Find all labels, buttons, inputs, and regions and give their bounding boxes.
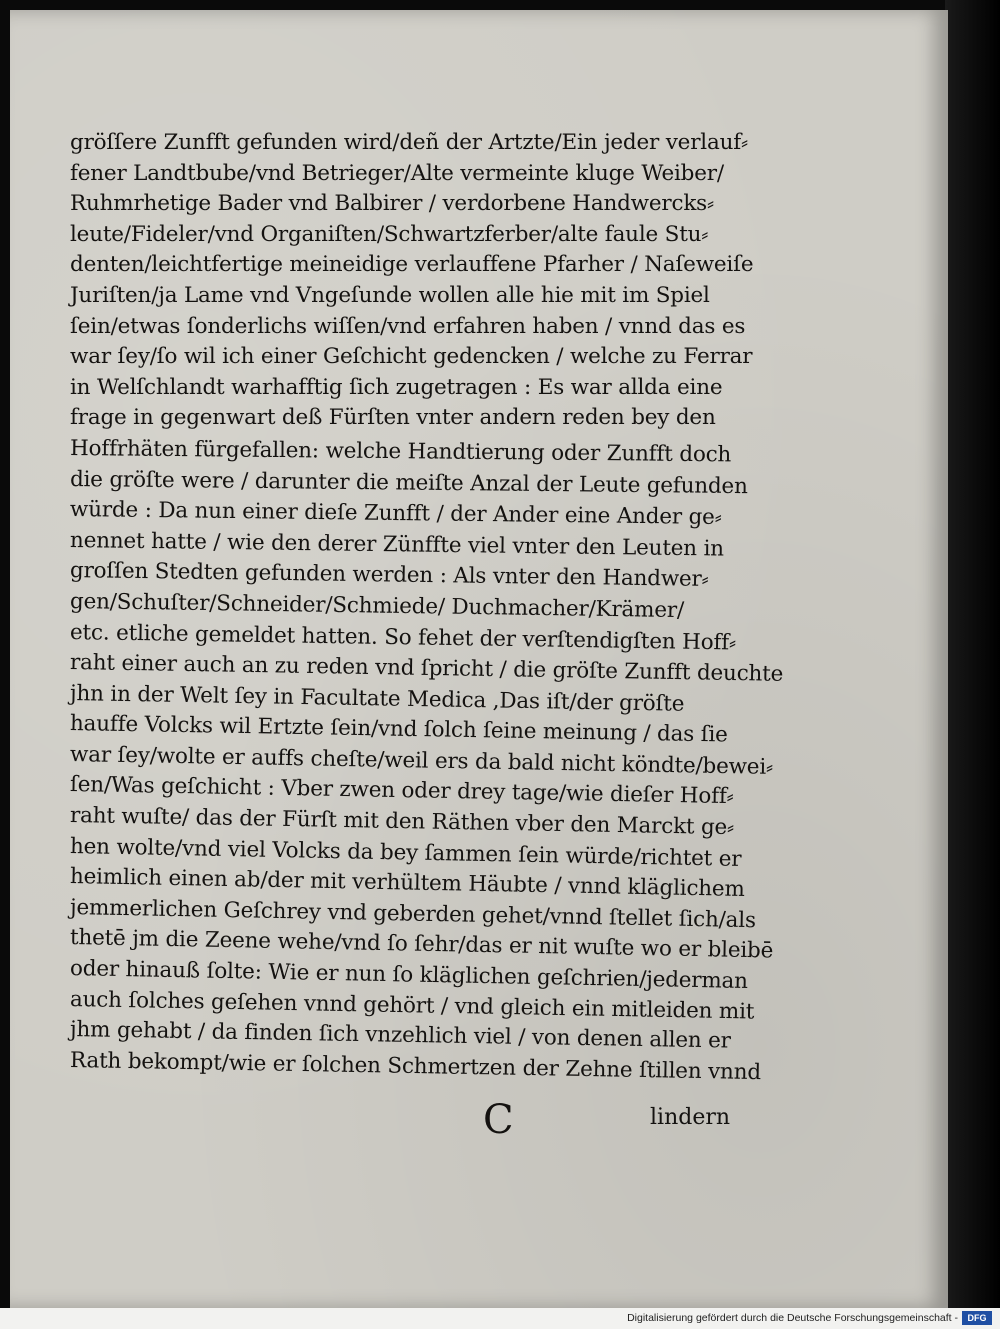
text-line: ſein/etwas ſonderlichs wiſſen/vnd erfahren haben / vnnd das es <box>70 313 746 339</box>
book-page <box>10 10 948 1308</box>
text-line: nennet hatte / wie den derer Zünffte viel vnter den Leuten in <box>69 527 725 562</box>
text-line: ſen/Was geſchicht : Vber zwen oder drey tage/wie dieſer Hoff⸗ <box>69 772 734 810</box>
catchword: lindern <box>650 1105 731 1130</box>
book-gutter-edge <box>945 0 1000 1308</box>
text-line: jhm gehabt / da finden ſich vnzehlich viel / von denen allen er <box>69 1017 731 1054</box>
text-line: gröſſere Zunfft gefunden wird/deñ der Artzte/Ein jeder verlauf⸗ <box>70 130 748 155</box>
text-line: groſſen Stedten gefunden werden : Als vnter den Handwer⸗ <box>69 558 709 593</box>
signature-mark: C <box>483 1097 514 1143</box>
body-text <box>69 128 784 1085</box>
digitization-footer <box>0 1308 1000 1329</box>
text-line: raht wuſte/ das der Fürſt mit den Räthen vber den Marckt ge⸗ <box>69 803 735 841</box>
text-line: Ruhmrhetige Bader vnd Balbirer / verdorbene Handwercks⸗ <box>70 191 714 217</box>
text-line: jhn in der Welt ſey in Facultate Medica ,Das iſt/der gröſte <box>69 680 685 717</box>
text-line: war ſey/ſo wil ich einer Geſchicht gedencken / welche zu Ferrar <box>70 344 753 370</box>
text-line: frage in gegenwart deß Fürſten vnter andern reden bey den <box>70 405 716 431</box>
text-line: Rath bekompt/wie er ſolchen Schmertzen der Zehne ſtillen vnnd <box>69 1047 762 1085</box>
text-line: leute/Fideler/vnd Organiſten/Schwartzferber/alte faule Stu⸗ <box>70 221 709 247</box>
text-line: auch ſolches geſehen vnnd gehört / vnd gleich ein mitleiden mit <box>69 986 755 1025</box>
text-line: würde : Da nun einer dieſe Zunfft / der Ander eine Ander ge⸗ <box>69 497 722 531</box>
text-line: Juriſten/ja Lame vnd Vngeſunde wollen alle hie mit im Spiel <box>70 282 710 308</box>
text-line: gen/Schuſter/Schneider/Schmiede/ Duchmacher/Krämer/ <box>69 588 685 624</box>
footer-credit-text: Digitalisierung gefördert durch die Deutsche Forschungsgemeinschaft - <box>627 1312 958 1324</box>
text-line: hen wolte/vnd viel Volcks da bey ſammen ſein würde/richtet er <box>69 833 742 872</box>
text-line: denten/leichtfertige meineidige verlauffene Pfarher / Naſeweiſe <box>70 252 754 278</box>
text-line: oder hinauß ſolte: Wie er nun ſo kläglichen geſchrien/jederman <box>69 956 749 995</box>
text-line: jemmerlichen Geſchrey vnd geberden gehet/vnnd ſtellet ſich/als <box>69 894 757 934</box>
text-line: die gröſte were / darunter die meiſte Anzal der Leute gefunden <box>69 466 748 499</box>
text-line: heimlich einen ab/der mit verhültem Häubte / vnnd kläglichem <box>69 864 745 903</box>
text-line: war ſey/wolte er auffs cheſte/weil ers da bald nicht köndte/bewei⸗ <box>69 741 774 780</box>
text-line: raht einer auch an zu reden vnd ſpricht / die gröſte Zunfft deuchte <box>69 650 784 687</box>
dfg-logo: DFG <box>962 1311 992 1325</box>
text-line: in Welſchlandt warhafftig ſich zugetragen : Es war allda eine <box>70 374 723 400</box>
text-line: etc. etliche gemeldet hatten. So fehet der verſtendigſten Hoff⸗ <box>69 619 737 655</box>
text-line: fener Landtbube/vnd Betrieger/Alte vermeinte kluge Weiber/ <box>70 160 724 186</box>
text-line: thetē jm die Zeene wehe/vnd ſo ſehr/das er nit wuſte wo er bleibē <box>69 925 774 964</box>
text-line: Hoffrhäten fürgefallen: welche Handtierung oder Zunfft doch <box>69 435 732 468</box>
text-line: hauffe Volcks wil Ertzte ſein/vnd ſolch ſeine meinung / das ſie <box>69 711 728 748</box>
